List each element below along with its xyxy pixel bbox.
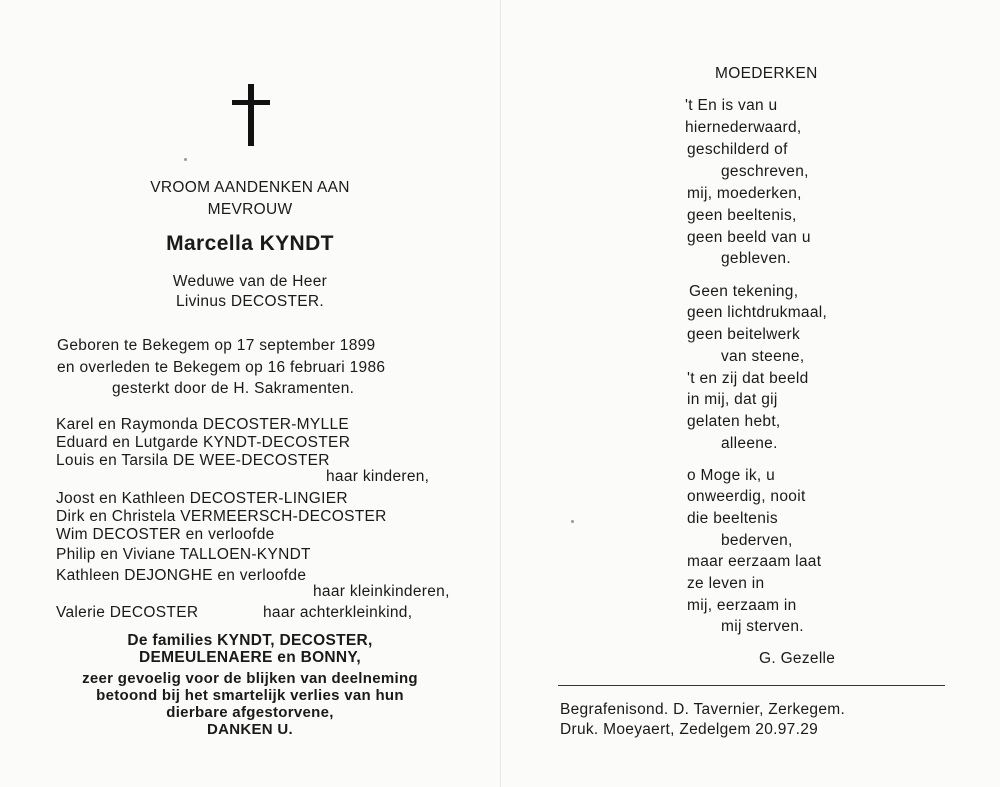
poem-line: o Moge ik, u [687, 467, 776, 484]
poem-line: die beeltenis [687, 510, 778, 527]
child-line: Karel en Raymonda DECOSTER-MYLLE [56, 416, 350, 433]
death-line: en overleden te Bekegem op 16 februari 1986 [57, 359, 386, 376]
poem-line: bederven, [721, 532, 793, 549]
poem-line: geen beitelwerk [687, 326, 801, 343]
thanks-line-1: zeer gevoelig voor de blijken van deelneming [82, 670, 418, 687]
printer-credit: Druk. Moeyaert, Zedelgem 20.97.29 [560, 721, 819, 738]
grandchildren-label: haar kleinkinderen, [313, 583, 450, 600]
right-card [500, 0, 1000, 787]
poem-line: gelaten hebt, [687, 413, 781, 430]
great-grandchild-label: haar achterkleinkind, [263, 604, 413, 621]
poem-line: onweerdig, nooit [687, 488, 806, 505]
divider-line [558, 685, 945, 686]
thanks-line-2: betoond bij het smartelijk verlies van hun [96, 687, 404, 704]
poem-line: mij, moederken, [687, 185, 802, 202]
speck [571, 520, 574, 523]
poem-line: mij, eerzaam in [687, 597, 797, 614]
poem-line: van steene, [721, 348, 805, 365]
families-line-1: De families KYNDT, DECOSTER, [127, 632, 373, 649]
grandchild-line: Dirk en Christela VERMEERSCH-DECOSTER [56, 508, 387, 525]
great-grandchild-name: Valerie DECOSTER [56, 604, 199, 621]
poem-title: MOEDERKEN [715, 65, 818, 82]
poem-line: Geen tekening, [689, 283, 799, 300]
poem-line: maar eerzaam laat [687, 553, 822, 570]
poem-line: gebleven. [721, 250, 791, 267]
families-line-2: DEMEULENAERE en BONNY, [139, 649, 361, 666]
grandchild-line: Philip en Viviane TALLOEN-KYNDT [56, 546, 311, 563]
memorial-heading: VROOM AANDENKEN AAN [150, 179, 350, 196]
children-label: haar kinderen, [326, 468, 430, 485]
speck [184, 158, 187, 161]
grandchild-line: Joost en Kathleen DECOSTER-LINGIER [56, 490, 348, 507]
thanks-line-4: DANKEN U. [206, 721, 294, 738]
poem-line: 't en zij dat beeld [687, 370, 809, 387]
child-line: Eduard en Lutgarde KYNDT-DECOSTER [56, 434, 351, 451]
poem-line: mij sterven. [721, 618, 804, 635]
poem-line: alleene. [721, 435, 778, 452]
birth-line: Geboren te Bekegem op 17 september 1899 [57, 337, 376, 354]
poem-line: hiernederwaard, [685, 119, 802, 136]
poem-line: ze leven in [687, 575, 765, 592]
deceased-name: Marcella KYNDT [166, 232, 334, 255]
poem-line: geen beeld van u [687, 229, 811, 246]
memorial-subheading: MEVROUW [207, 201, 293, 218]
child-line: Louis en Tarsila DE WEE-DECOSTER [56, 452, 330, 469]
funeral-home-credit: Begrafenisond. D. Tavernier, Zerkegem. [560, 701, 846, 718]
thanks-line-3: dierbare afgestorvene, [166, 704, 334, 721]
poem-line: geschreven, [721, 163, 809, 180]
poem-line: 't En is van u [685, 97, 778, 114]
poem-line: geschilderd of [687, 141, 788, 158]
grandchild-line: Kathleen DEJONGHE en verloofde [56, 567, 307, 584]
poem-line: geen lichtdrukmaal, [687, 304, 828, 321]
grandchild-line: Wim DECOSTER en verloofde [56, 526, 275, 543]
poet-signature: G. Gezelle [759, 650, 836, 667]
widow-line-2: Livinus DECOSTER. [175, 293, 325, 310]
poem-line: in mij, dat gij [687, 391, 778, 408]
widow-line-1: Weduwe van de Heer [172, 273, 328, 290]
cross-icon [232, 84, 270, 146]
sacrament-line: gesterkt door de H. Sakramenten. [112, 380, 355, 397]
poem-line: geen beeltenis, [687, 207, 797, 224]
